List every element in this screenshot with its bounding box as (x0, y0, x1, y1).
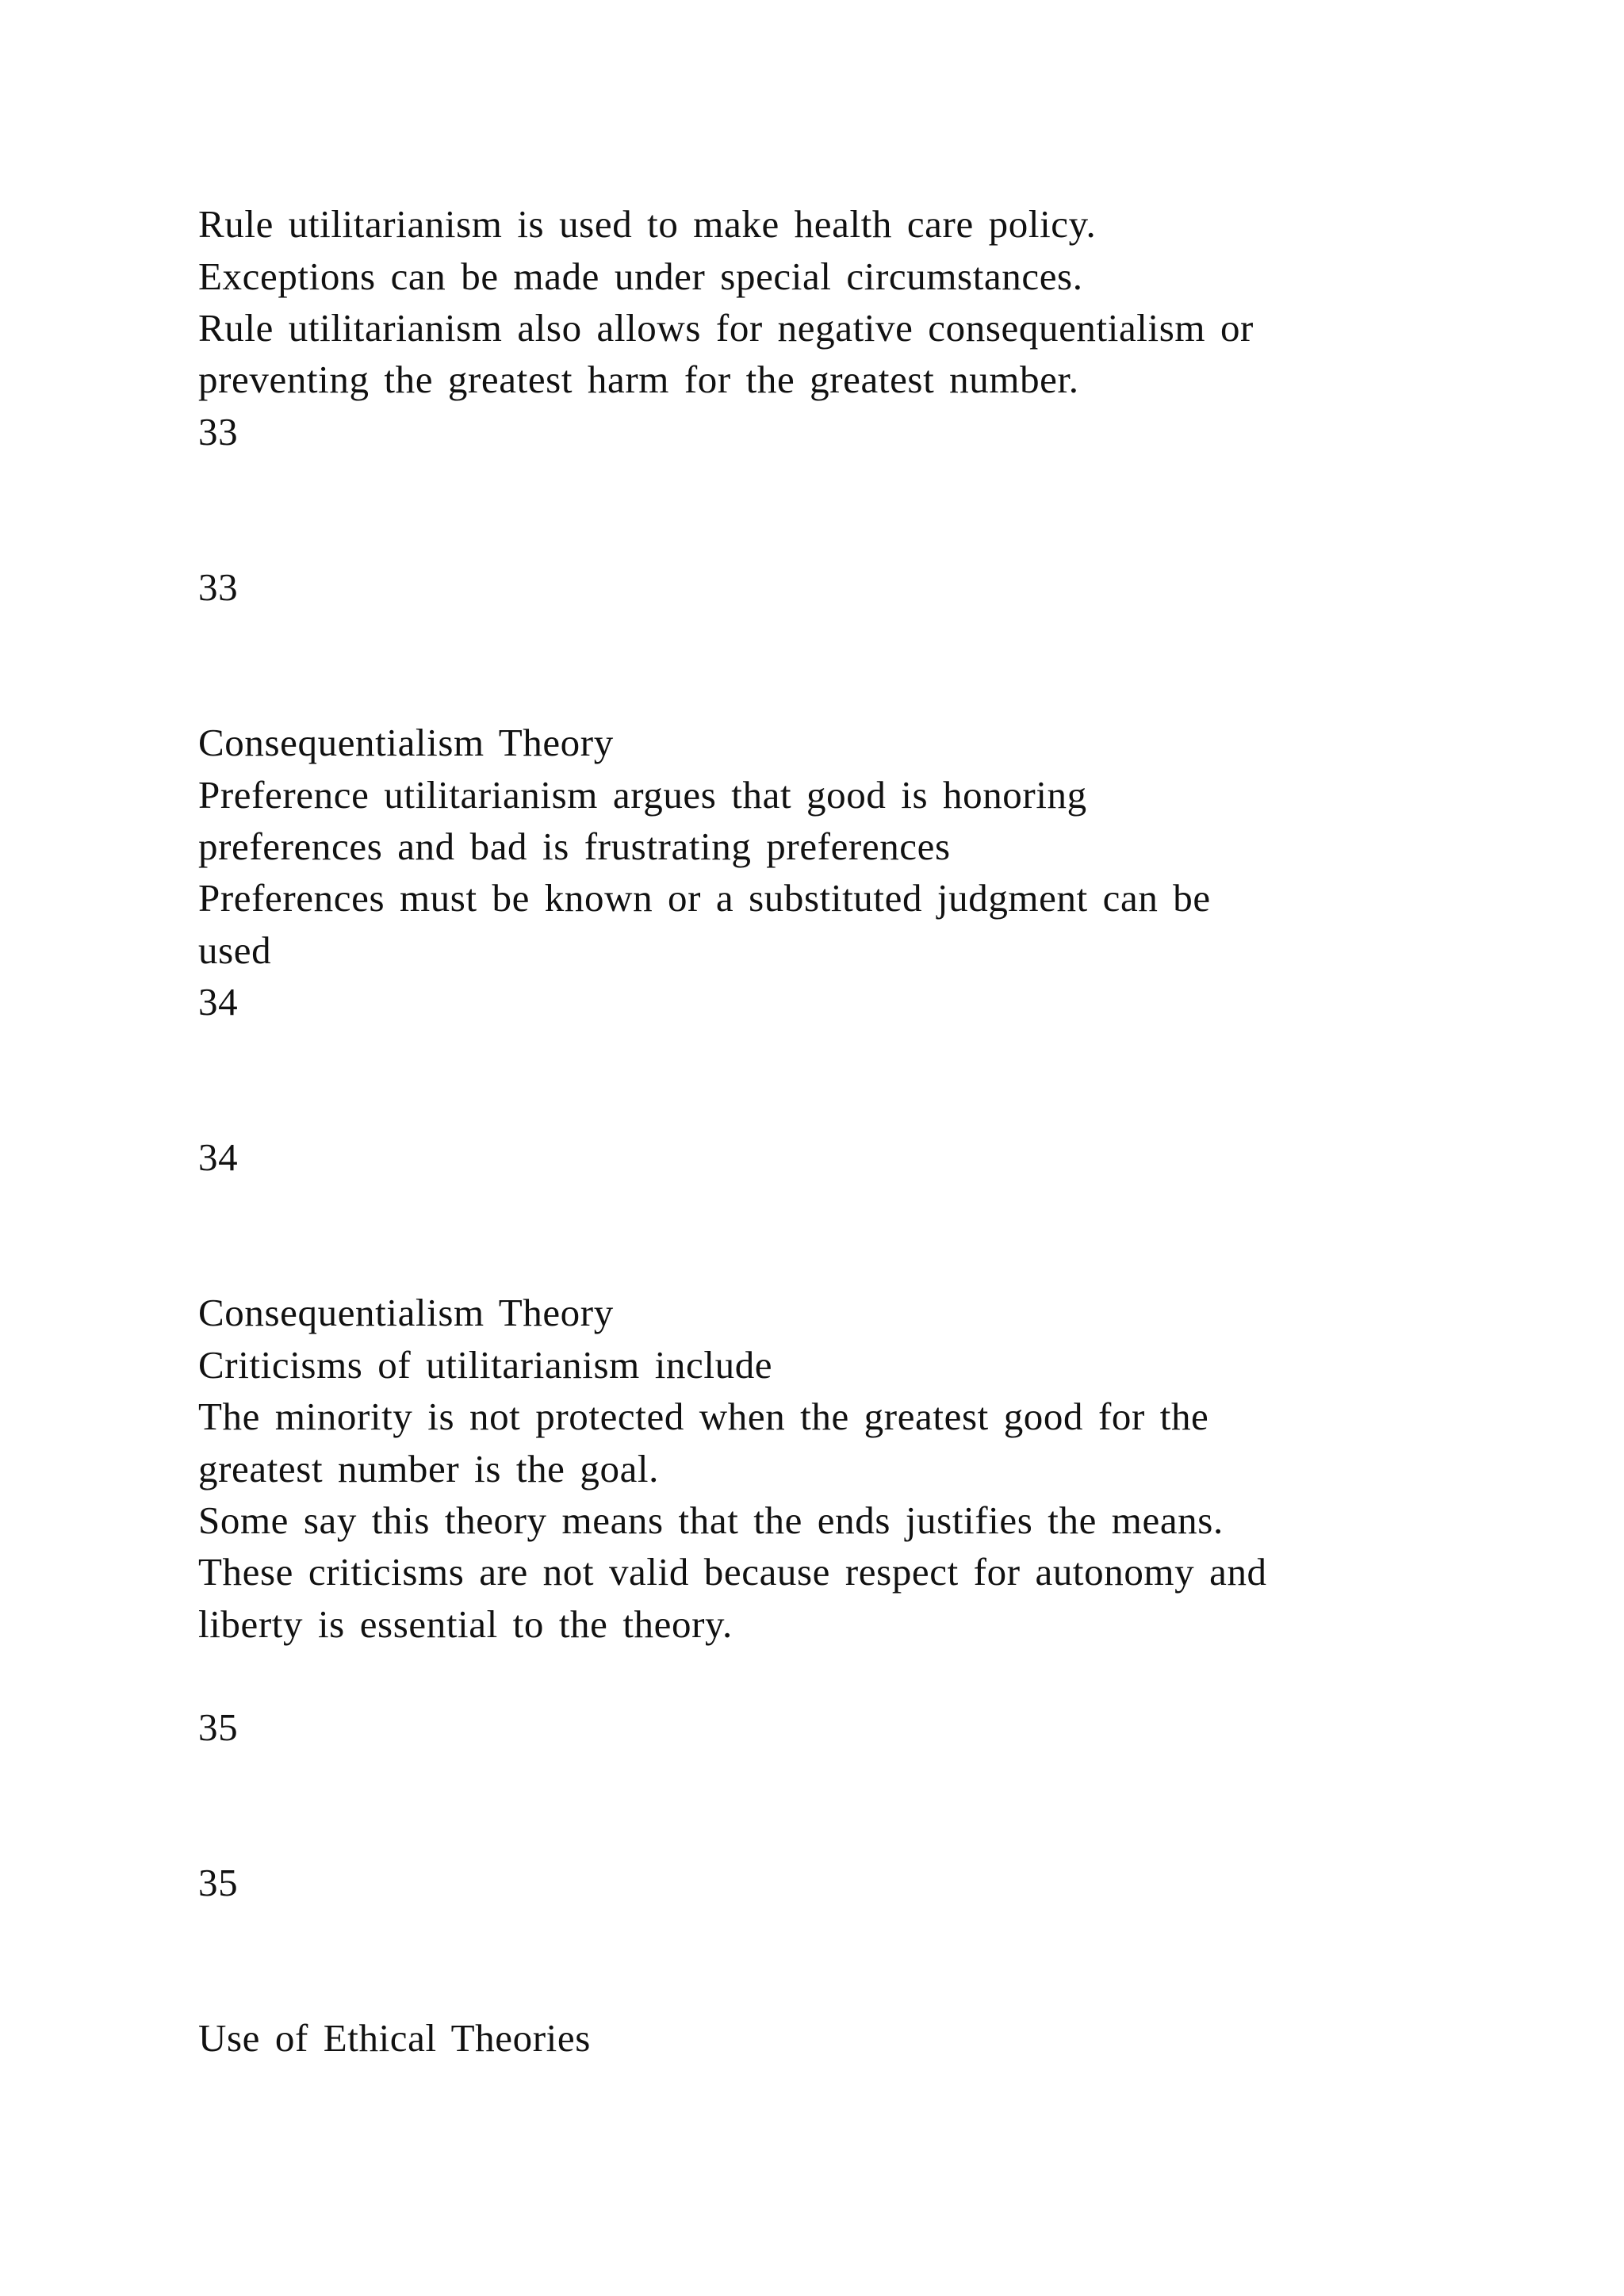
slide-number: 33 (198, 410, 239, 453)
text-line: Some say this theory means that the ends justifies the means. (198, 1498, 1224, 1542)
section-heading: Use of Ethical Theories (198, 2016, 591, 2060)
text-line: Rule utilitarianism also allows for negative consequentialism or (198, 306, 1254, 350)
text-line: The minority is not protected when the greatest good for the (198, 1395, 1209, 1438)
slide-number: 35 (198, 1861, 239, 1904)
slide-number: 35 (198, 1705, 239, 1749)
text-line: Criticisms of utilitarianism include (198, 1343, 773, 1387)
text-line: greatest number is the goal. (198, 1447, 659, 1490)
section-heading: Consequentialism Theory (198, 1291, 614, 1334)
text-line: preferences and bad is frustrating preferences (198, 825, 951, 868)
section-heading: Consequentialism Theory (198, 721, 614, 764)
slide-number: 34 (198, 1135, 239, 1179)
text-line: Preference utilitarianism argues that good is honoring (198, 773, 1087, 817)
text-line: used (198, 928, 272, 972)
text-line: These criticisms are not valid because respect for autonomy and (198, 1550, 1267, 1594)
text-line: liberty is essential to the theory. (198, 1602, 733, 1646)
text-line: preventing the greatest harm for the greatest number. (198, 358, 1079, 401)
text-line: Preferences must be known or a substituted judgment can be (198, 876, 1211, 920)
slide-number: 33 (198, 565, 239, 609)
text-line: Rule utilitarianism is used to make health care policy. (198, 202, 1097, 246)
slide-number: 34 (198, 980, 239, 1024)
text-line: Exceptions can be made under special circumstances. (198, 254, 1083, 298)
